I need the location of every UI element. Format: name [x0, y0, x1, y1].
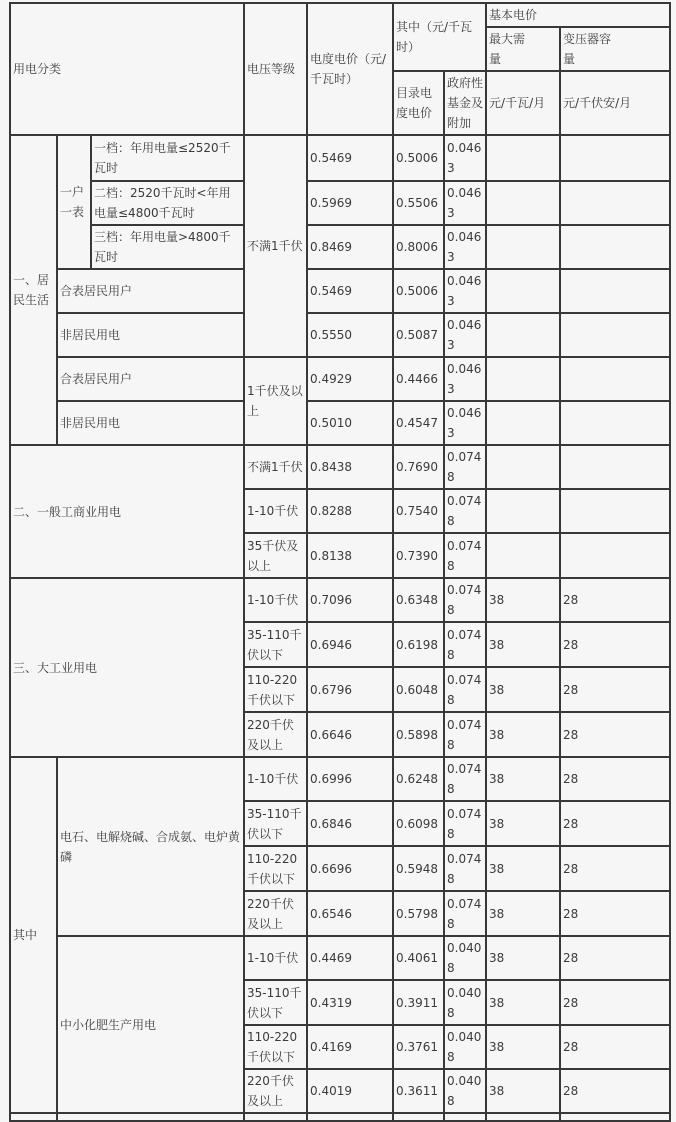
empty-cell [486, 225, 560, 269]
price-cell: 38 [486, 891, 560, 936]
price-cell: 0.5010 [307, 401, 393, 445]
price-cell: 0.4019 [307, 1069, 393, 1113]
voltage-cell: 1-10千伏 [244, 757, 307, 801]
price-cell: 28 [560, 936, 670, 980]
empty-cell [560, 225, 670, 269]
section-commercial-label: 二、一般工商业用电 [10, 445, 244, 578]
empty-cell [10, 1113, 57, 1121]
price-cell: 0.5898 [393, 712, 444, 757]
voltage-cell: 220千伏及以上 [244, 891, 307, 936]
price-cell: 28 [560, 1069, 670, 1113]
price-cell: 0.0748 [444, 891, 486, 936]
empty-cell [486, 1113, 560, 1121]
empty-cell [560, 357, 670, 401]
price-cell: 38 [486, 712, 560, 757]
price-cell: 0.0408 [444, 936, 486, 980]
price-cell: 0.6546 [307, 891, 393, 936]
price-cell: 0.5506 [393, 181, 444, 225]
price-cell: 28 [560, 712, 670, 757]
table-row-cutoff [10, 1113, 670, 1121]
residential-combined-label: 合表居民用户 [57, 357, 244, 401]
empty-cell [560, 401, 670, 445]
voltage-cell: 35-110千伏以下 [244, 622, 307, 667]
price-cell: 0.6198 [393, 622, 444, 667]
price-cell: 0.6846 [307, 801, 393, 846]
empty-cell [486, 401, 560, 445]
price-cell: 0.3761 [393, 1025, 444, 1069]
price-cell: 0.4466 [393, 357, 444, 401]
price-cell: 0.5469 [307, 269, 393, 313]
table-row [10, 225, 670, 269]
price-cell: 0.0463 [444, 357, 486, 401]
table-row [10, 269, 670, 313]
price-cell: 28 [560, 667, 670, 712]
empty-cell [560, 1113, 670, 1121]
price-cell: 38 [486, 980, 560, 1025]
price-cell: 38 [486, 801, 560, 846]
price-cell: 0.6646 [307, 712, 393, 757]
price-cell: 0.5087 [393, 313, 444, 357]
empty-cell [307, 1113, 393, 1121]
header-transformer-capacity [560, 27, 670, 71]
voltage-cell: 不满1千伏 [244, 135, 307, 357]
table-row [10, 757, 670, 801]
price-cell: 28 [560, 891, 670, 936]
empty-cell [560, 489, 670, 533]
header-max-demand [486, 27, 560, 71]
price-cell: 0.5948 [393, 846, 444, 891]
price-cell: 0.7096 [307, 578, 393, 622]
residential-nonresident-label: 非居民用电 [57, 401, 244, 445]
price-cell: 0.0463 [444, 401, 486, 445]
table-row [10, 401, 670, 445]
residential-tier2-label: 二档：2520千瓦时<年用电量≤4800千瓦时 [91, 181, 244, 225]
price-cell: 0.4469 [307, 936, 393, 980]
price-cell: 38 [486, 846, 560, 891]
price-cell: 0.0748 [444, 667, 486, 712]
header-transformer-capacity-label: 变压器容量 [563, 32, 612, 66]
price-cell: 28 [560, 801, 670, 846]
price-cell: 0.4929 [307, 357, 393, 401]
price-cell: 0.4319 [307, 980, 393, 1025]
table-row [10, 181, 670, 225]
voltage-cell: 110-220千伏以下 [244, 846, 307, 891]
header-row-1 [10, 3, 670, 27]
price-cell: 0.8138 [307, 533, 393, 578]
empty-cell [560, 135, 670, 181]
header-voltage-level: 电压等级 [244, 3, 307, 135]
price-cell: 0.6696 [307, 846, 393, 891]
voltage-cell: 1千伏及以上 [244, 357, 307, 445]
empty-cell [486, 269, 560, 313]
price-cell: 0.0463 [444, 269, 486, 313]
voltage-cell: 1-10千伏 [244, 936, 307, 980]
price-cell: 0.0748 [444, 445, 486, 489]
price-cell: 0.0748 [444, 489, 486, 533]
header-energy-price: 电度电价（元/千瓦时） [307, 3, 393, 135]
electricity-price-table [9, 2, 671, 1122]
empty-cell [57, 1113, 244, 1121]
price-cell: 0.8469 [307, 225, 393, 269]
price-cell: 0.7540 [393, 489, 444, 533]
price-cell: 28 [560, 1025, 670, 1069]
header-govt-fund-surcharge: 政府性基金及附加 [444, 71, 486, 135]
price-cell: 0.0463 [444, 135, 486, 181]
price-cell: 0.5798 [393, 891, 444, 936]
empty-cell [486, 445, 560, 489]
price-cell: 0.6946 [307, 622, 393, 667]
voltage-cell: 1-10千伏 [244, 489, 307, 533]
voltage-cell: 不满1千伏 [244, 445, 307, 489]
price-cell: 0.5469 [307, 135, 393, 181]
empty-cell [244, 1113, 307, 1121]
section-industry-label: 三、大工业用电 [10, 578, 244, 757]
price-cell: 0.8288 [307, 489, 393, 533]
price-cell: 0.5550 [307, 313, 393, 357]
price-cell: 0.4169 [307, 1025, 393, 1069]
empty-cell [486, 135, 560, 181]
price-cell: 38 [486, 1069, 560, 1113]
voltage-cell: 220千伏及以上 [244, 1069, 307, 1113]
price-cell: 0.6796 [307, 667, 393, 712]
empty-cell [560, 181, 670, 225]
residential-nonresident-label: 非居民用电 [57, 313, 244, 357]
price-cell: 0.6048 [393, 667, 444, 712]
price-cell: 38 [486, 1025, 560, 1069]
price-cell: 28 [560, 622, 670, 667]
empty-cell [486, 533, 560, 578]
table-row [10, 445, 670, 489]
voltage-cell: 110-220千伏以下 [244, 1025, 307, 1069]
price-cell: 0.0748 [444, 578, 486, 622]
voltage-cell: 220千伏及以上 [244, 712, 307, 757]
price-cell: 38 [486, 936, 560, 980]
price-cell: 38 [486, 667, 560, 712]
price-cell: 0.0748 [444, 757, 486, 801]
empty-cell [486, 489, 560, 533]
price-cell: 0.6098 [393, 801, 444, 846]
price-cell: 38 [486, 578, 560, 622]
price-cell: 38 [486, 757, 560, 801]
header-catalog-price: 目录电度电价 [393, 71, 444, 135]
price-cell: 0.7690 [393, 445, 444, 489]
price-cell: 0.0748 [444, 801, 486, 846]
price-cell: 38 [486, 622, 560, 667]
price-cell: 0.5969 [307, 181, 393, 225]
price-cell: 0.5006 [393, 269, 444, 313]
header-usage-category: 用电分类 [10, 3, 244, 135]
price-cell: 0.0748 [444, 846, 486, 891]
voltage-cell: 110-220千伏以下 [244, 667, 307, 712]
section-residential-label: 一、居民生活 [10, 135, 57, 445]
price-cell: 0.6248 [393, 757, 444, 801]
empty-cell [444, 1113, 486, 1121]
section-among-label: 其中 [10, 757, 57, 1113]
price-cell: 28 [560, 980, 670, 1025]
empty-cell [486, 313, 560, 357]
price-cell: 0.3611 [393, 1069, 444, 1113]
price-cell: 0.0463 [444, 225, 486, 269]
voltage-cell: 35千伏及以上 [244, 533, 307, 578]
table-row [10, 936, 670, 980]
header-unit-yuan-kw-month: 元/千瓦/月 [486, 71, 560, 135]
empty-cell [560, 445, 670, 489]
among-fertilizer-label: 中小化肥生产用电 [57, 936, 244, 1113]
header-max-demand-label: 最大需量 [489, 32, 526, 66]
price-cell: 0.6348 [393, 578, 444, 622]
empty-cell [393, 1113, 444, 1121]
residential-tier3-label: 三档：年用电量>4800千瓦时 [91, 225, 244, 269]
table-row [10, 313, 670, 357]
voltage-cell: 35-110千伏以下 [244, 980, 307, 1025]
price-cell: 0.6996 [307, 757, 393, 801]
price-cell: 0.0408 [444, 980, 486, 1025]
empty-cell [560, 269, 670, 313]
price-cell: 0.7390 [393, 533, 444, 578]
price-cell: 0.0748 [444, 712, 486, 757]
empty-cell [486, 357, 560, 401]
price-cell: 0.5006 [393, 135, 444, 181]
header-basic-price: 基本电价 [486, 3, 670, 27]
residential-meter-label: 一户一表 [57, 135, 91, 269]
price-cell: 0.0408 [444, 1025, 486, 1069]
voltage-cell: 35-110千伏以下 [244, 801, 307, 846]
price-cell: 0.3911 [393, 980, 444, 1025]
table-row [10, 578, 670, 622]
price-cell: 0.4547 [393, 401, 444, 445]
header-unit-yuan-kva-month: 元/千伏安/月 [560, 71, 670, 135]
empty-cell [560, 533, 670, 578]
table-row [10, 357, 670, 401]
header-of-which: 其中（元/千瓦时） [393, 3, 486, 71]
price-cell: 0.8438 [307, 445, 393, 489]
price-cell: 0.0748 [444, 622, 486, 667]
residential-combined-label: 合表居民用户 [57, 269, 244, 313]
price-cell: 28 [560, 846, 670, 891]
voltage-cell: 1-10千伏 [244, 578, 307, 622]
price-cell: 28 [560, 757, 670, 801]
price-cell: 0.0463 [444, 313, 486, 357]
price-cell: 28 [560, 578, 670, 622]
price-cell: 0.4061 [393, 936, 444, 980]
residential-tier1-label: 一档：年用电量≤2520千瓦时 [91, 135, 244, 181]
price-cell: 0.8006 [393, 225, 444, 269]
among-carbide-label: 电石、电解烧碱、合成氨、电炉黄磷 [57, 757, 244, 936]
table-row [10, 135, 670, 181]
price-cell: 0.0463 [444, 181, 486, 225]
empty-cell [560, 313, 670, 357]
price-cell: 0.0748 [444, 533, 486, 578]
empty-cell [486, 181, 560, 225]
price-cell: 0.0408 [444, 1069, 486, 1113]
